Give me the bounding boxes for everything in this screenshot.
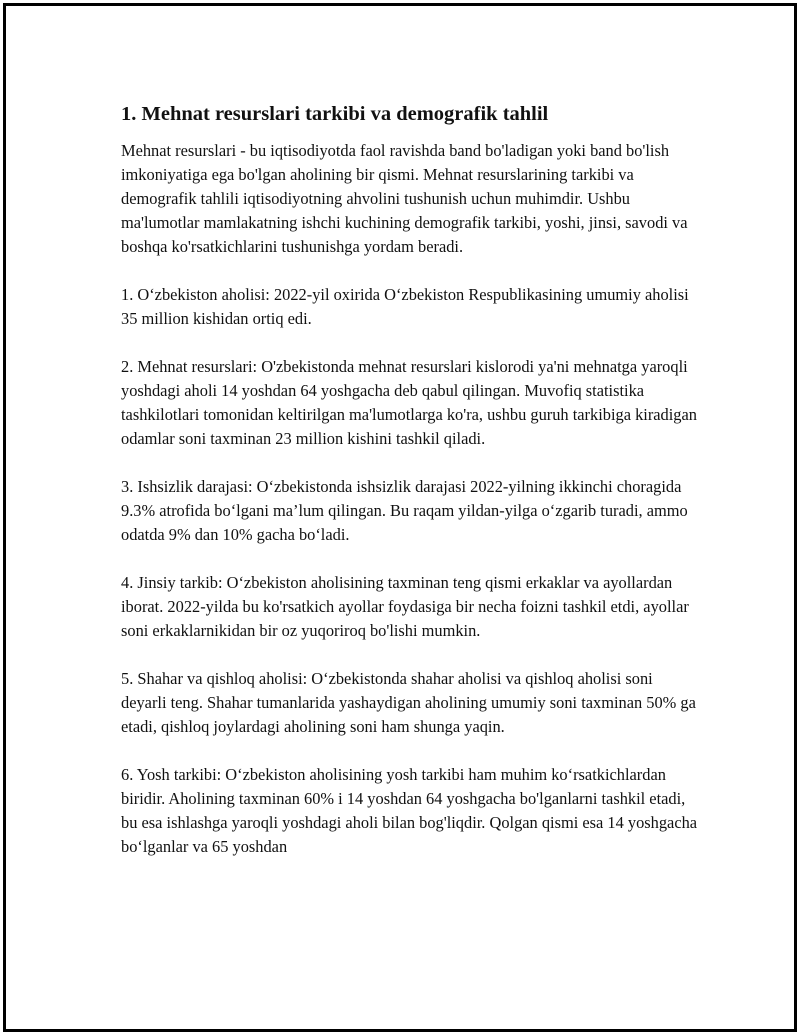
paragraph-population: 1. O‘zbekiston aholisi: 2022-yil oxirida O‘zbekiston Respublikasining umumiy aholisi 35 million kishidan ortiq edi. (121, 285, 689, 328)
paragraph-intro: Mehnat resurslari - bu iqtisodiyotda faol ravishda band bo'ladigan yoki band bo'lish imkoniyatiga ega bo'lgan aholining bir qismi. Mehnat resurslarining tarkibi va demografik tahlili iqtisodiyotning ahvolini tushunish uchun muhimdir. Ushbu ma'lumotlar mamlakatning ishchi kuchining demografik tarkibi, yoshi, jinsi, savodi va boshqa ko'rsatkichlarini tushunishga yordam beradi. (121, 141, 688, 256)
paragraph-age-structure: 6. Yosh tarkibi: O‘zbekiston aholisining yosh tarkibi ham muhim ko‘rsatkichlardan biridir. Aholining taxminan 60% i 14 yoshdan 64 yoshgacha bo'lganlarni tashkil etadi, bu esa ishlashga yaroqli yoshdagi aholi bilan bog'liqdir. Qolgan qismi esa 14 yoshgacha bo‘lganlar va 65 yoshdan (121, 765, 698, 856)
document-body (121, 100, 701, 883)
section-title: 1. Mehnat resurslari tarkibi va demografik tahlil (121, 103, 549, 125)
paragraph-gender: 4. Jinsiy tarkib: O‘zbekiston aholisining taxminan teng qismi erkaklar va ayollardan iborat. 2022-yilda bu ko'rsatkich ayollar foydasiga bir necha foizni tashkil etdi, ayollar soni erkaklarnikidan bir oz yuqoriroq bo'lishi mumkin. (121, 573, 689, 640)
paragraph-labor-resources: 2. Mehnat resurslari: O'zbekistonda mehnat resurslari kislorodi ya'ni mehnatga yaroqli yoshdagi aholi 14 yoshdan 64 yoshgacha deb qabul qilingan. Muvofiq statistika tashkilotlari tomonidan keltirilgan ma'lumotlarga ko'ra, ushbu guruh tarkibiga kiradigan odamlar soni taxminan 23 million kishini tashkil qiladi. (121, 357, 697, 448)
paragraph-unemployment: 3. Ishsizlik darajasi: O‘zbekistonda ishsizlik darajasi 2022-yilning ikkinchi choragida 9.3% atrofida bo‘lgani ma’lum qilingan. Bu raqam yildan-yilga o‘zgarib turadi, ammo odatda 9% dan 10% gacha bo‘ladi. (121, 477, 688, 544)
paragraph-urban-rural: 5. Shahar va qishloq aholisi: O‘zbekistonda shahar aholisi va qishloq aholisi soni deyarli teng. Shahar tumanlarida yashaydigan aholining umumiy soni taxminan 50% ga etadi, qishloq joylardagi aholining soni ham shunga yaqin. (121, 669, 696, 736)
page-frame (3, 3, 797, 1032)
